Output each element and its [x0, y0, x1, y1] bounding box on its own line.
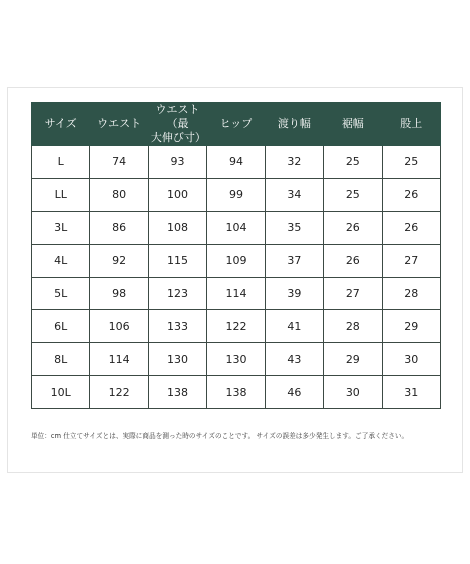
table-cell: 133 [148, 310, 206, 343]
header-hem-width: 裾幅 [324, 103, 382, 146]
table-cell: 98 [90, 277, 148, 310]
table-cell: 32 [265, 146, 323, 179]
table-cell: 37 [265, 244, 323, 277]
table-cell: 25 [324, 178, 382, 211]
table-cell: 34 [265, 178, 323, 211]
header-size: サイズ [32, 103, 90, 146]
table-cell: 25 [324, 146, 382, 179]
table-cell: 3L [32, 211, 90, 244]
table-cell: 27 [382, 244, 440, 277]
table-cell: 74 [90, 146, 148, 179]
header-hip: ヒップ [207, 103, 265, 146]
table-cell: 130 [148, 343, 206, 376]
table-cell: 108 [148, 211, 206, 244]
header-thigh-width: 渡り幅 [265, 103, 323, 146]
table-cell: 114 [90, 343, 148, 376]
table-cell: 25 [382, 146, 440, 179]
table-row [32, 376, 441, 409]
table-cell: L [32, 146, 90, 179]
table-cell: 94 [207, 146, 265, 179]
table-cell: 130 [207, 343, 265, 376]
table-cell: 138 [207, 376, 265, 409]
table-cell: 28 [324, 310, 382, 343]
table-cell: 114 [207, 277, 265, 310]
table-cell: 43 [265, 343, 323, 376]
table-cell: 26 [382, 211, 440, 244]
size-table [31, 102, 441, 409]
table-cell: 4L [32, 244, 90, 277]
table-row [32, 178, 441, 211]
unit-note: 単位：cm 仕立てサイズとは、実際に商品を測った時のサイズのことです。 サイズの誤差は多少発生します。ご了承ください。 [31, 432, 409, 440]
table-cell: 100 [148, 178, 206, 211]
table-cell: 86 [90, 211, 148, 244]
table-row [32, 244, 441, 277]
table-cell: 29 [324, 343, 382, 376]
header-waist: ウエスト [90, 103, 148, 146]
table-cell: 46 [265, 376, 323, 409]
table-cell: 104 [207, 211, 265, 244]
table-header-row [32, 103, 441, 146]
table-cell: 30 [324, 376, 382, 409]
table-cell: 80 [90, 178, 148, 211]
table-cell: 109 [207, 244, 265, 277]
table-cell: 35 [265, 211, 323, 244]
header-waist-max: ウエスト（最 大伸び寸） [148, 103, 206, 146]
table-cell: LL [32, 178, 90, 211]
table-cell: 93 [148, 146, 206, 179]
table-cell: 122 [90, 376, 148, 409]
table-cell: 39 [265, 277, 323, 310]
table-cell: 31 [382, 376, 440, 409]
table-cell: 92 [90, 244, 148, 277]
table-row [32, 277, 441, 310]
table-cell: 5L [32, 277, 90, 310]
table-cell: 29 [382, 310, 440, 343]
table-cell: 30 [382, 343, 440, 376]
table-row [32, 310, 441, 343]
table-cell: 115 [148, 244, 206, 277]
table-cell: 26 [324, 211, 382, 244]
table-cell: 6L [32, 310, 90, 343]
table-cell: 27 [324, 277, 382, 310]
table-cell: 8L [32, 343, 90, 376]
table-row [32, 343, 441, 376]
table-cell: 99 [207, 178, 265, 211]
table-cell: 41 [265, 310, 323, 343]
table-row [32, 211, 441, 244]
header-rise: 股上 [382, 103, 440, 146]
table-cell: 122 [207, 310, 265, 343]
table-cell: 123 [148, 277, 206, 310]
table-cell: 106 [90, 310, 148, 343]
table-row [32, 146, 441, 179]
table-cell: 28 [382, 277, 440, 310]
table-cell: 10L [32, 376, 90, 409]
table-cell: 26 [382, 178, 440, 211]
table-cell: 138 [148, 376, 206, 409]
table-cell: 26 [324, 244, 382, 277]
